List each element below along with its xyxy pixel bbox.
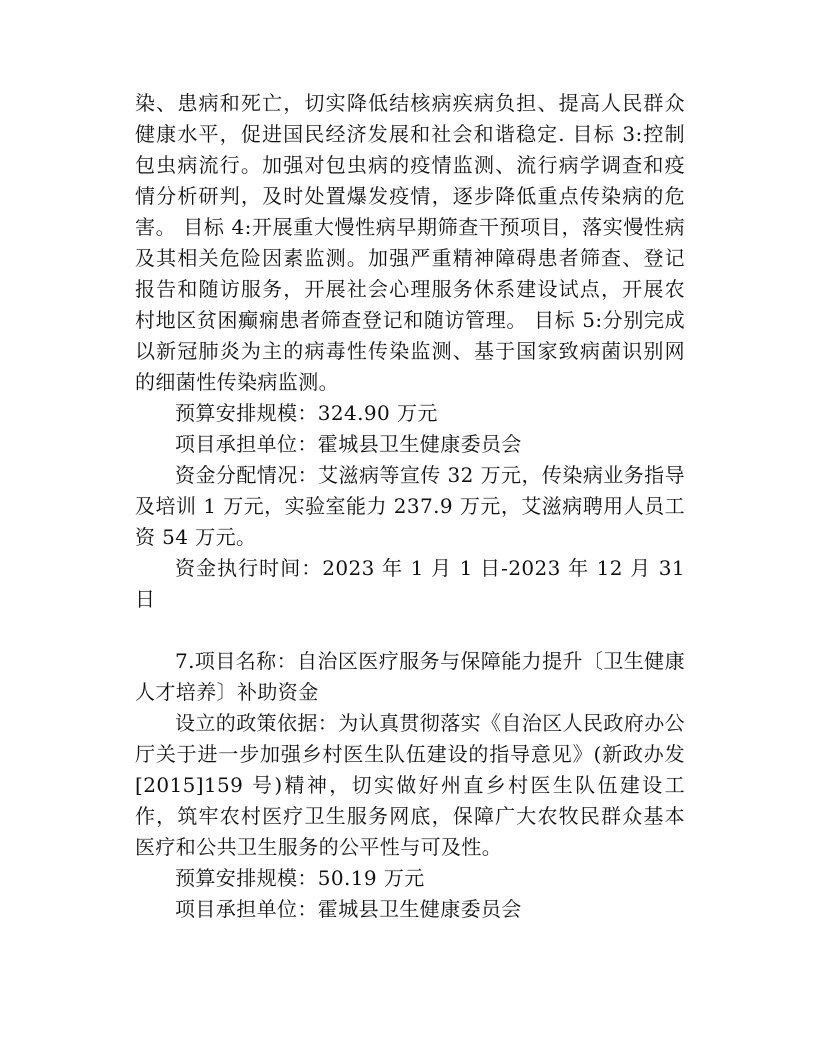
document-body xyxy=(135,88,685,925)
budget-scale-line-2: 预算安排规模：50.19 万元 xyxy=(175,866,425,890)
policy-basis-paragraph: 设立的政策依据：为认真贯彻落实《自治区人民政府办公厅关于进一步加强乡村医生队伍建设的指导意见》(新政办发[2015]159 号)精神，切实做好州直乡村医生队伍建设工作，筑牢农村医疗卫生服务网底，保障广大农牧民群众基本医疗和公共卫生服务的公平性与可及性。 xyxy=(135,711,685,859)
fund-allocation-paragraph: 资金分配情况：艾滋病等宣传 32 万元，传染病业务指导及培训 1 万元，实验室能力 237.9 万元，艾滋病聘用人员工资 54 万元。 xyxy=(135,463,685,549)
goals-paragraph: 染、患病和死亡，切实降低结核病疾病负担、提高人民群众健康水平，促进国民经济发展和社会和谐稳定. 目标 3:控制包虫病流行。加强对包虫病的疫情监测、流行病学调查和疫情分析研判，及时处置爆发疫情，逐步降低重点传染病的危害。 目标 4:开展重大慢性病早期筛查干预项目，落实慢性病及其相关危险因素监测。加强严重精神障碍患者筛查、登记报告和随访服务，开展社会心理服务休系建设试点，开展农村地区贫困癫痫患者筛查登记和随访管理。 目标 5:分别完成以新冠肺炎为主的病毒性传染监测、基于国家致病菌识别网的细菌性传染病监测。 xyxy=(135,91,685,394)
budget-scale-line: 预算安排规模：324.90 万元 xyxy=(175,401,438,425)
undertaking-unit-line: 项目承担单位：霍城县卫生健康委员会 xyxy=(175,432,522,456)
fund-execution-time-line: 资金执行时间：2023 年 1 月 1 日-2023 年 12 月 31 日 xyxy=(135,556,685,611)
undertaking-unit-line-2: 项目承担单位：霍城县卫生健康委员会 xyxy=(175,897,522,921)
paragraph-spacer xyxy=(135,615,685,646)
project-name-heading: 7.项目名称：自治区医疗服务与保障能力提升〔卫生健康人才培养〕补助资金 xyxy=(135,649,685,704)
